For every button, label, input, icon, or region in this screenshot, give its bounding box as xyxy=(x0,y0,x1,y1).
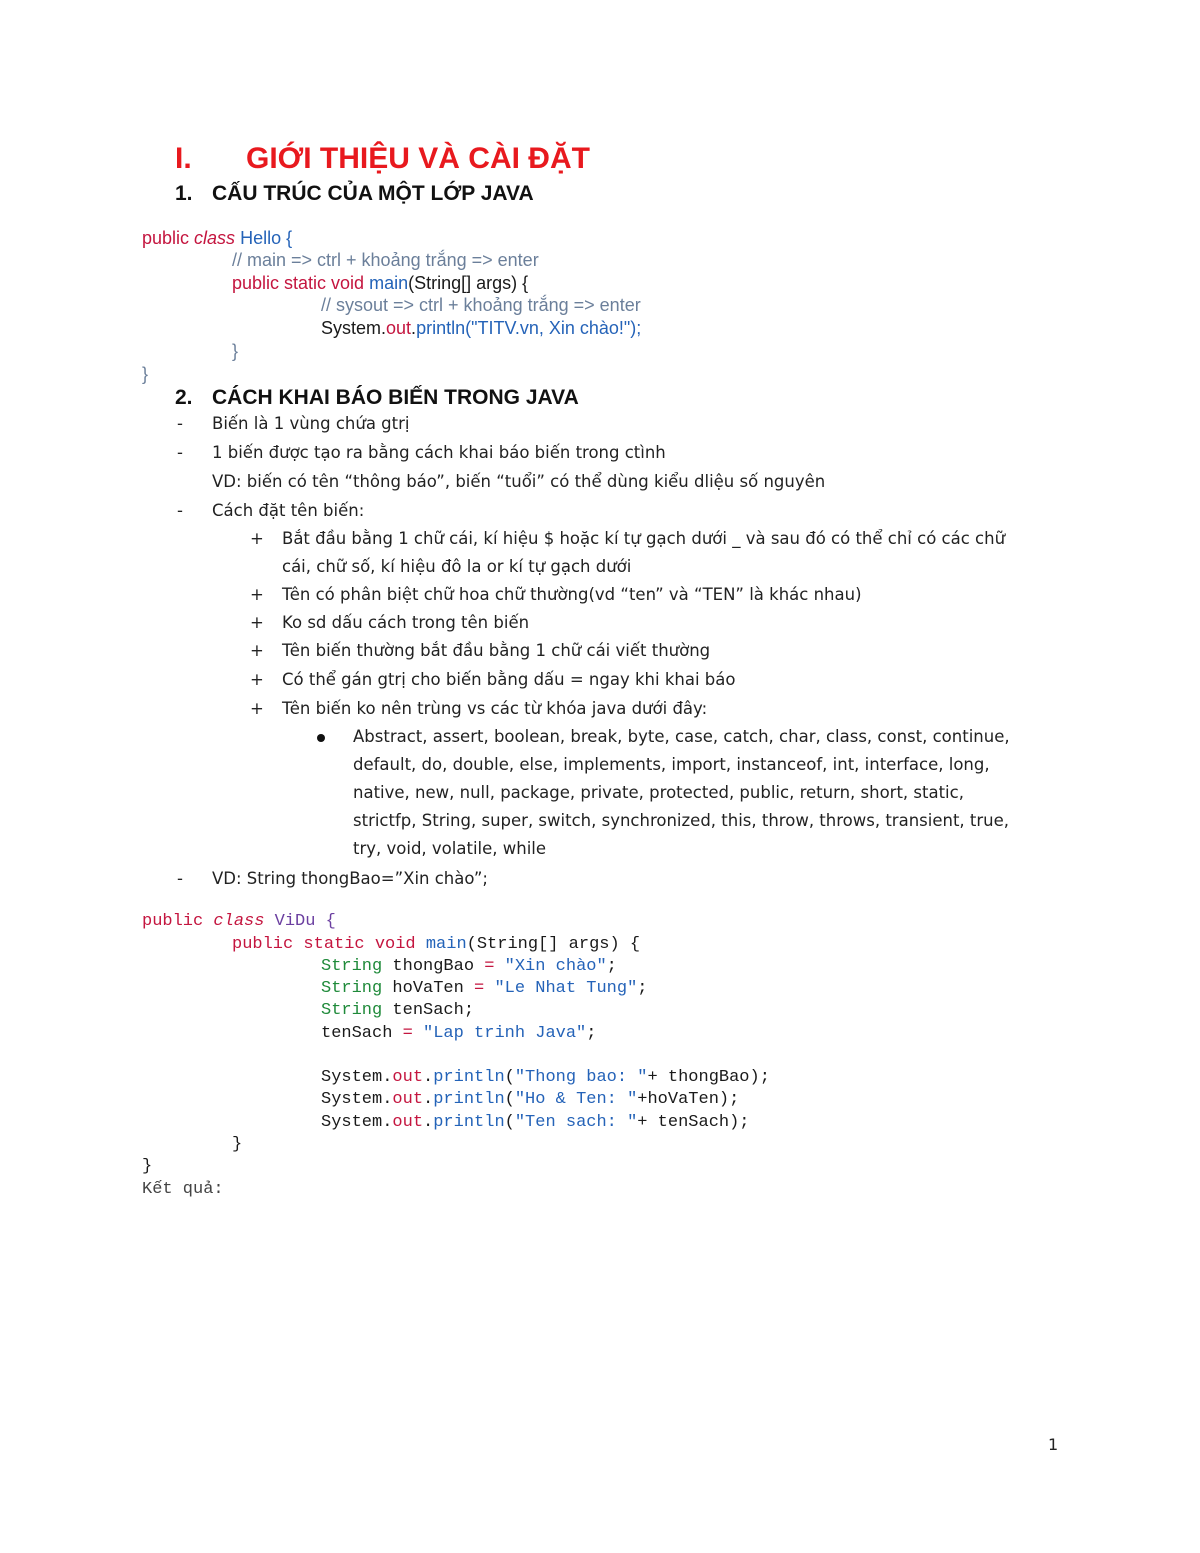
field-out: out xyxy=(392,1090,424,1109)
sub-bullet-text: Tên có phân biệt chữ hoa chữ thường(vd “ten” và “TEN” là khác nhau) xyxy=(282,585,862,604)
code2-close-brace-inner: } xyxy=(232,1135,243,1154)
dash-bullet: - xyxy=(177,414,183,433)
keyword: public xyxy=(142,912,204,931)
string-literal: "Lap trinh Java" xyxy=(412,1024,587,1043)
section1-number: 1. xyxy=(175,182,193,205)
plus-bullet: + xyxy=(250,670,264,689)
code1-line-class xyxy=(142,227,292,250)
type-name: String xyxy=(321,957,383,976)
code2-line-println xyxy=(321,1112,750,1135)
semicolon: ; xyxy=(637,979,648,998)
object-name: System. xyxy=(321,1113,393,1132)
semicolon: ; xyxy=(606,957,617,976)
code2-close-brace-outer: } xyxy=(142,1157,153,1176)
code2-line-assign xyxy=(321,1023,596,1046)
heading-title: GIỚI THIỆU VÀ CÀI ĐẶT xyxy=(246,142,590,175)
paren: ( xyxy=(504,1113,515,1132)
string-literal: "Xin chào" xyxy=(494,957,607,976)
method-name: main xyxy=(369,273,409,293)
string-literal: "Thong bao: " xyxy=(514,1068,648,1087)
code2-line-decl xyxy=(321,1000,474,1023)
dot-bullet-icon xyxy=(317,734,325,742)
code2-line-main xyxy=(232,934,640,957)
heading-number: I. xyxy=(175,142,192,175)
sub-bullet-text: Tên biến thường bắt đầu bằng 1 chữ cái viết thường xyxy=(282,641,711,660)
concat-expression: + tenSach); xyxy=(637,1113,750,1132)
object-name: System. xyxy=(321,1090,393,1109)
string-literal: "Ten sach: " xyxy=(514,1113,638,1132)
bullet-text: 1 biến được tạo ra bằng cách khai báo biến trong ctình xyxy=(212,443,666,462)
code1-close-brace-outer: } xyxy=(142,364,149,384)
dash-bullet: - xyxy=(177,443,183,462)
keyword: public static void xyxy=(232,273,365,293)
method-args: (String[] args) { xyxy=(466,935,641,954)
plus-bullet: + xyxy=(250,699,264,718)
object-name: System. xyxy=(321,318,387,338)
keyword-class: class xyxy=(213,912,265,931)
keyword: public static void xyxy=(232,935,416,954)
code1-comment-sysout: // sysout => ctrl + khoảng trắng => enter xyxy=(321,295,641,315)
plus-bullet: + xyxy=(250,585,264,604)
method-args: (String[] args) { xyxy=(408,273,529,293)
method-println: println xyxy=(433,1068,505,1087)
type-name: String xyxy=(321,979,383,998)
class-name: Hello { xyxy=(240,228,293,248)
keyword: public xyxy=(142,228,190,248)
code1-close-brace-inner: } xyxy=(232,341,239,361)
bullet-text: Biến là 1 vùng chứa gtrị xyxy=(212,414,410,433)
dot: . xyxy=(423,1068,434,1087)
keyword-list-line: try, void, volatile, while xyxy=(353,839,547,858)
code1-comment-main: // main => ctrl + khoảng trắng => enter xyxy=(232,250,539,270)
field-out: out xyxy=(386,318,412,338)
code2-line-println xyxy=(321,1067,770,1090)
string-literal: ("TITV.vn, Xin chào!"); xyxy=(465,318,642,338)
concat-expression: + thongBao); xyxy=(647,1068,770,1087)
plus-bullet: + xyxy=(250,641,264,660)
keyword-list-line: strictfp, String, super, switch, synchronized, this, throw, throws, transient, true, xyxy=(353,811,1010,830)
sub-bullet-text: Bắt đầu bằng 1 chữ cái, kí hiệu $ hoặc kí tự gạch dưới _ và sau đó có thể chỉ có các chữ xyxy=(282,529,1006,548)
dot: . xyxy=(411,318,417,338)
bullet-text: VD: String thongBao=”Xin chào”; xyxy=(212,869,488,888)
concat-expression: +hoVaTen); xyxy=(637,1090,740,1109)
dot: . xyxy=(423,1090,434,1109)
operator: = xyxy=(402,1024,413,1043)
code2-line-decl xyxy=(321,978,647,1001)
variable: hoVaTen xyxy=(382,979,475,998)
method-println: println xyxy=(416,318,466,338)
paren: ( xyxy=(504,1068,515,1087)
field-out: out xyxy=(392,1113,424,1132)
method-name: main xyxy=(425,935,467,954)
section2-title: CÁCH KHAI BÁO BIẾN TRONG JAVA xyxy=(212,386,579,409)
code1-line-main xyxy=(232,272,528,295)
bullet-text: Cách đặt tên biến: xyxy=(212,501,365,520)
plus-bullet: + xyxy=(250,613,264,632)
semicolon: ; xyxy=(586,1024,597,1043)
variable: tenSach; xyxy=(382,1001,475,1020)
object-name: System. xyxy=(321,1068,393,1087)
variable: thongBao xyxy=(382,957,485,976)
plus-bullet: + xyxy=(250,529,264,548)
keyword-list-line: native, new, null, package, private, protected, public, return, short, static, xyxy=(353,783,964,802)
keyword-list-line: Abstract, assert, boolean, break, byte, case, catch, char, class, const, continue, xyxy=(353,727,1010,746)
page-number: 1 xyxy=(1048,1435,1059,1454)
code2-line-class xyxy=(142,911,336,934)
dash-bullet: - xyxy=(177,869,183,888)
variable: tenSach xyxy=(321,1024,403,1043)
keyword-class: class xyxy=(194,228,236,248)
code2-line-decl xyxy=(321,956,617,979)
dot: . xyxy=(423,1113,434,1132)
sub-bullet-text-cont: cái, chữ số, kí hiệu đô la or kí tự gạch dưới xyxy=(282,557,632,576)
code1-line-println xyxy=(321,317,641,340)
sub-bullet-text: Có thể gán gtrị cho biến bằng dấu = ngay khi khai báo xyxy=(282,670,736,689)
operator: = xyxy=(484,957,495,976)
paren: ( xyxy=(504,1090,515,1109)
keyword-list-line: default, do, double, else, implements, import, instanceof, int, interface, long, xyxy=(353,755,990,774)
bullet-example: VD: biến có tên “thông báo”, biến “tuổi” có thể dùng kiểu dliệu số nguyên xyxy=(212,472,826,491)
string-literal: "Ho & Ten: " xyxy=(514,1090,638,1109)
string-literal: "Le Nhat Tung" xyxy=(484,979,638,998)
section2-number: 2. xyxy=(175,386,193,409)
operator: = xyxy=(474,979,485,998)
code2-line-println xyxy=(321,1089,739,1112)
class-name: ViDu { xyxy=(274,912,336,931)
method-println: println xyxy=(433,1113,505,1132)
sub-bullet-text: Tên biến ko nên trùng vs các từ khóa java dưới đây: xyxy=(282,699,708,718)
type-name: String xyxy=(321,1001,383,1020)
method-println: println xyxy=(433,1090,505,1109)
sub-bullet-text: Ko sd dấu cách trong tên biến xyxy=(282,613,530,632)
section1-title: CẤU TRÚC CỦA MỘT LỚP JAVA xyxy=(212,182,534,205)
field-out: out xyxy=(392,1068,424,1087)
dash-bullet: - xyxy=(177,501,183,520)
result-label: Kết quả: xyxy=(142,1180,224,1199)
